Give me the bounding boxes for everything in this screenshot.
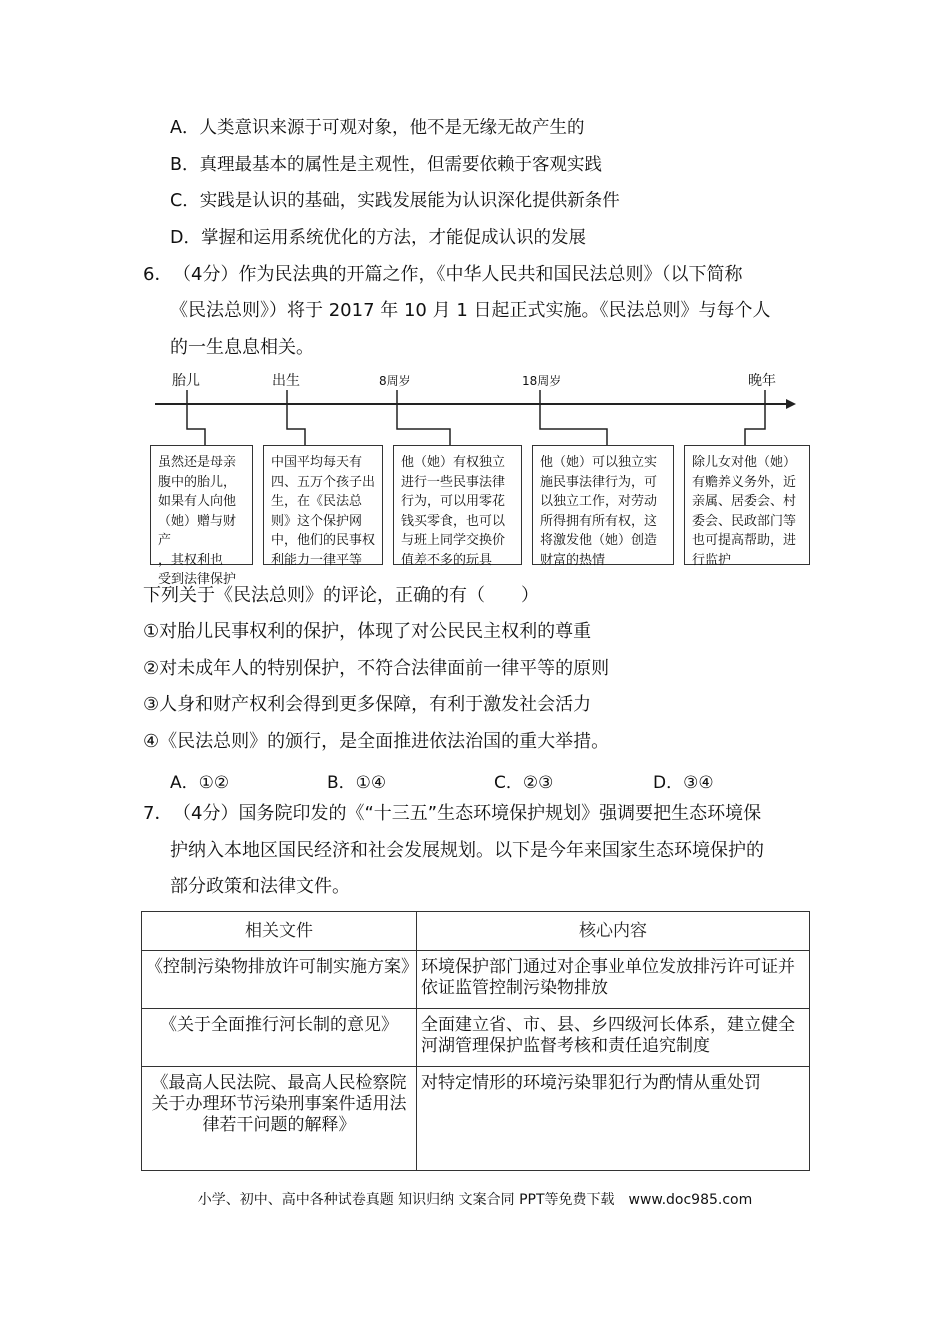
- timeline-label-old-age: 晚年: [748, 373, 776, 389]
- table-header-row: [142, 912, 810, 951]
- timeline-box-birth: 中国平均每天有 四、五万个孩子出 生，在《民法总 则》这个保护网 中，他们的民事权 利能力一律平等: [263, 445, 383, 565]
- q6-number: 6．: [143, 264, 173, 285]
- table-header-documents: 相关文件: [142, 912, 417, 951]
- q5-option-d: D．掌握和运用系统优化的方法，才能促成认识的发展: [170, 228, 586, 248]
- q6-stem-line-3: 的一生息息相关。: [170, 337, 314, 358]
- policy-table: [141, 911, 810, 1171]
- q6-statement-2: ②对未成年人的特别保护，不符合法律面前一律平等的原则: [143, 658, 610, 679]
- q7-stem-line-3: 部分政策和法律文件。: [170, 876, 350, 897]
- timeline-box-old-age: 除儿女对他（她） 有赡养义务外，近 亲属、居委会、村 委会、民政部门等 也可提高帮助，进 行监护: [684, 445, 810, 565]
- connector-fetus: [187, 390, 205, 445]
- q6-statement-3: ③人身和财产权利会得到更多保障，有利于激发社会活力: [143, 694, 592, 715]
- table-cell-document-text: 《控制污染物排放许可制实施方案》: [146, 957, 418, 977]
- q7-stem-line-1: [143, 801, 761, 827]
- table-header-core-content: 核心内容: [417, 912, 810, 951]
- q7-number: 7．: [143, 803, 173, 824]
- q6-stem-line-1: [143, 262, 742, 288]
- q5-option-a: A．人类意识来源于可观对象，他不是无缘无故产生的: [170, 118, 585, 138]
- table-row: [142, 1067, 810, 1171]
- connector-age-8: [397, 390, 450, 445]
- q6-statement-1: ①对胎儿民事权利的保护，体现了对公民民主权利的尊重: [143, 621, 592, 642]
- q6-choice-d: D．③④: [653, 773, 714, 793]
- q6-stem-text-1: （4分）作为民法典的开篇之作，《中华人民共和国民法总则》（以下简称: [173, 264, 743, 285]
- q6-choice-c: C．②③: [494, 773, 554, 793]
- q6-statement-4: ④《民法总则》的颁行，是全面推进依法治国的重大举措。: [143, 731, 610, 752]
- connector-age-18: [540, 390, 607, 445]
- table-cell-content-text: 全面建立省、市、县、乡四级河长体系，建立健全河湖管理保护监督考核和责任追究制度: [421, 1015, 795, 1056]
- q6-question: 下列关于《民法总则》的评论，正确的有（ ）: [143, 585, 539, 606]
- table-cell-document: [142, 1009, 417, 1067]
- q6-choices: [170, 768, 790, 794]
- page-footer: 小学、初中、高中各种试卷真题 知识归纳 文案合同 PPT等免费下载 www.doc985.com: [197, 1192, 753, 1208]
- q7-stem-line-2: 护纳入本地区国民经济和社会发展规划。以下是今年来国家生态环境保护的: [170, 840, 764, 861]
- q7-stem-text-1: （4分）国务院印发的《“十三五”生态环境保护规划》强调要把生态环境保: [173, 803, 762, 824]
- table-cell-content: [417, 951, 810, 1009]
- q5-option-b: B．真理最基本的属性是主观性，但需要依赖于客观实践: [170, 155, 603, 175]
- timeline-label-birth: 出生: [272, 373, 300, 389]
- table-cell-document: [142, 1067, 417, 1171]
- table-cell-content-text: 环境保护部门通过对企事业单位发放排污许可证并依证监管控制污染物排放: [421, 957, 795, 998]
- q6-choice-b: B．①④: [327, 773, 387, 793]
- connector-birth: [287, 390, 305, 445]
- timeline-arrow-head: [786, 399, 796, 409]
- timeline-label-age-8: 8周岁: [379, 374, 411, 388]
- table-row: [142, 951, 810, 1009]
- table-cell-content: [417, 1067, 810, 1171]
- table-cell-document-text: 《关于全面推行河长制的意见》: [160, 1015, 398, 1035]
- timeline-box-age-18: 他（她）可以独立实 施民事法律行为，可 以独立工作，对劳动 所得拥有所有权，这 将激发他（她）创造 财富的热情: [532, 445, 674, 565]
- table-cell-document-text: 《最高人民法院、最高人民检察院关于办理环节污染刑事案件适用法律若干问题的解释》: [151, 1073, 407, 1135]
- q6-choice-a: A．①②: [170, 773, 230, 793]
- connector-old-age: [745, 390, 765, 445]
- table-cell-content-text: 对特定情形的环境污染罪犯行为酌情从重处罚: [421, 1073, 761, 1093]
- life-timeline-diagram: [150, 372, 810, 587]
- table-cell-document: [142, 951, 417, 1009]
- timeline-box-fetus: 虽然还是母亲 腹中的胎儿， 如果有人向他 （她）赠与财产 ，其权利也 受到法律保护: [150, 445, 253, 565]
- table-cell-content: [417, 1009, 810, 1067]
- q6-stem-line-2: 《民法总则》）将于 2017 年 10 月 1 日起正式实施。《民法总则》与每个人: [170, 300, 771, 321]
- q5-option-c: C．实践是认识的基础，实践发展能为认识深化提供新条件: [170, 191, 620, 211]
- timeline-box-age-8: 他（她）有权独立 进行一些民事法律 行为，可以用零花 钱买零食，也可以 与班上同学交换价 值差不多的玩具: [393, 445, 522, 565]
- timeline-label-fetus: 胎儿: [172, 373, 200, 389]
- timeline-label-age-18: 18周岁: [522, 374, 562, 388]
- table-row: [142, 1009, 810, 1067]
